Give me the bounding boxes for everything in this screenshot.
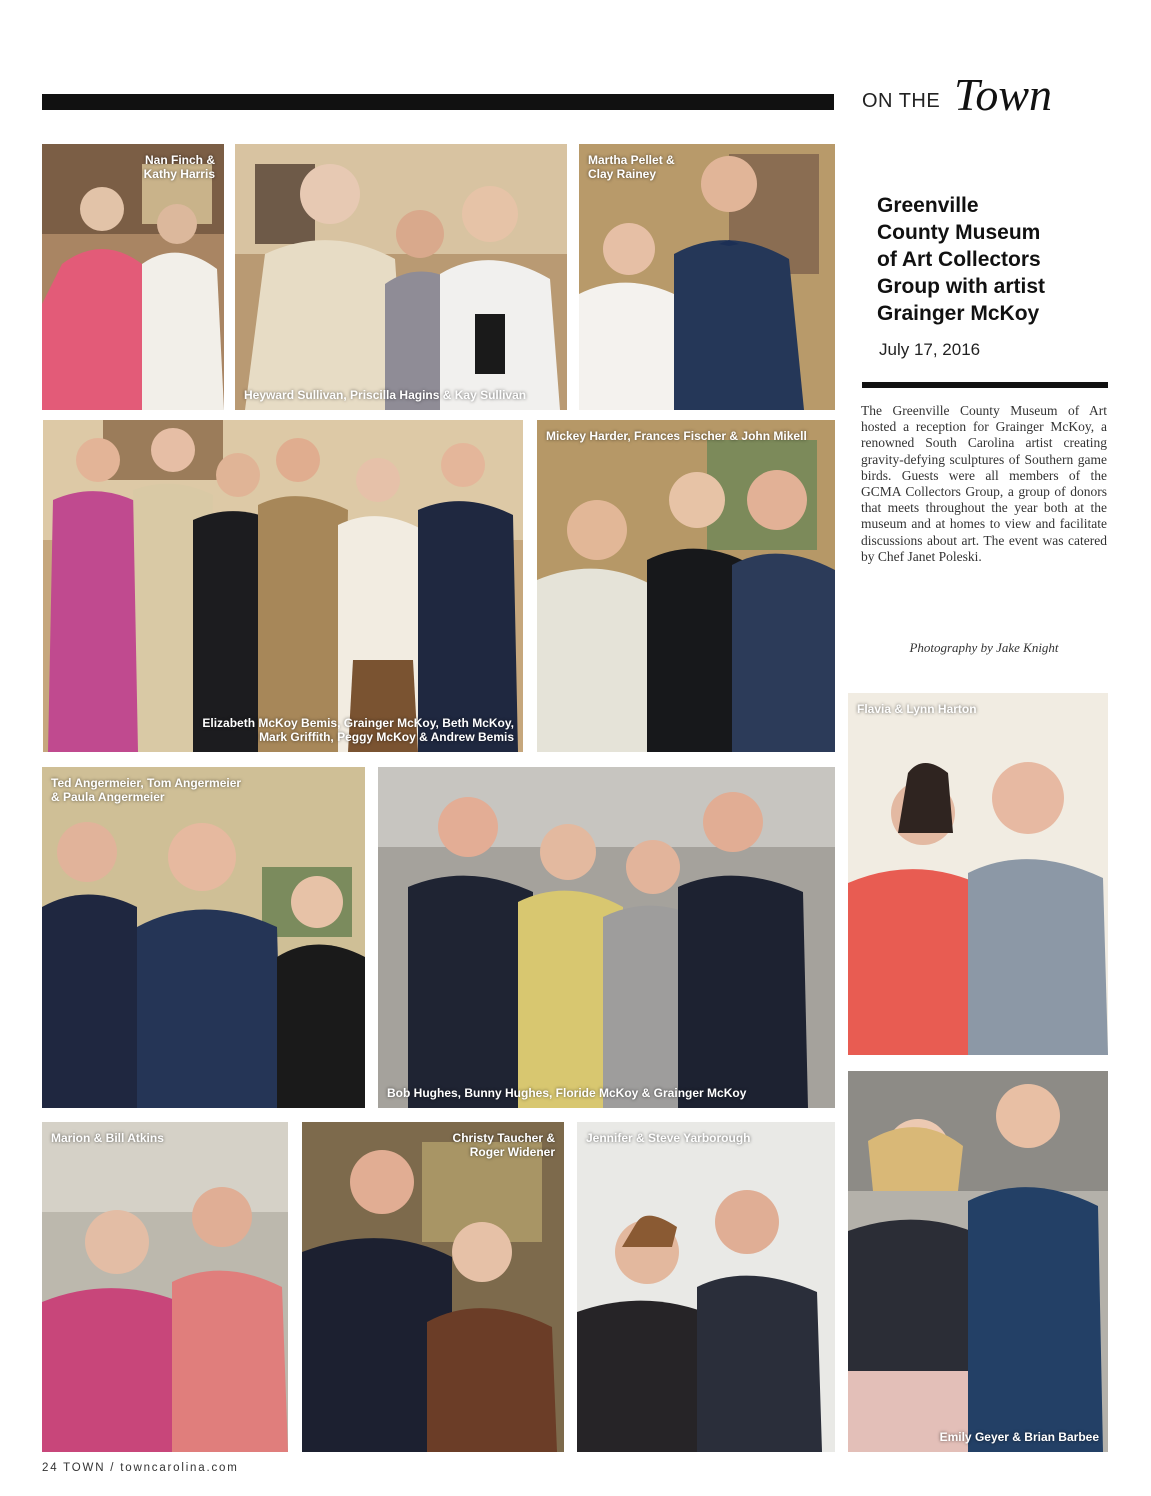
article-body: The Greenville County Museum of Art hosted a reception for Grainger McKoy, a renowned South Carolina artist creating gravity-defying sculptures of Southern game birds. Guests were all members of the GCMA Collectors Group, a group of donors that meets throughout the year both at the museum and at homes to view and facilitate discussions about art. The event was catered by Chef Janet Poleski. [861, 403, 1107, 564]
photo-caption: Nan Finch & Kathy Harris [143, 153, 215, 181]
photo-caption: Christy Taucher & Roger Widener [452, 1131, 555, 1159]
photo-caption: Elizabeth McKoy Bemis, Grainger McKoy, Beth McKoy, Mark Griffith, Peggy McKoy & Andrew Bemis [202, 716, 514, 744]
photo-image [579, 144, 835, 410]
article-date: July 17, 2016 [879, 340, 981, 359]
photo-image [537, 420, 835, 752]
photo-image [235, 144, 567, 410]
photo-caption: Flavia & Lynn Harton [857, 702, 977, 716]
photo-caption: Ted Angermeier, Tom Angermeier & Paula Angermeier [51, 776, 242, 804]
article-title: Greenville County Museum of Art Collectors Group with artist Grainger McKoy [877, 194, 1045, 325]
photo-image [378, 767, 835, 1108]
page-folio: 24 TOWN / towncarolina.com [42, 1462, 239, 1474]
event-photo [848, 1071, 1108, 1452]
section-header-prefix: ON THE [862, 90, 941, 112]
photo-image [43, 420, 523, 752]
photo-image [302, 1122, 564, 1452]
event-photo [42, 144, 224, 410]
event-photo [378, 767, 835, 1108]
article-divider [862, 382, 1108, 388]
photo-credit: Photography by Jake Knight [909, 640, 1059, 655]
event-photo [537, 420, 835, 752]
photo-image [42, 1122, 288, 1452]
photo-caption: Martha Pellet & Clay Rainey [588, 153, 675, 181]
photo-caption: Bob Hughes, Bunny Hughes, Floride McKoy & Grainger McKoy [387, 1086, 747, 1100]
photo-image [42, 767, 365, 1108]
event-photo [848, 693, 1108, 1055]
event-photo [42, 767, 365, 1108]
photo-image [42, 144, 224, 410]
photo-image [848, 693, 1108, 1055]
photo-caption: Mickey Harder, Frances Fischer & John Mikell [546, 429, 807, 443]
photo-caption: Heyward Sullivan, Priscilla Hagins & Kay Sullivan [244, 388, 527, 402]
photo-caption: Emily Geyer & Brian Barbee [939, 1430, 1099, 1444]
header-rule [42, 94, 834, 110]
event-photo [43, 420, 523, 752]
event-photo [235, 144, 567, 410]
photo-image [577, 1122, 835, 1452]
event-photo [302, 1122, 564, 1452]
photo-caption: Marion & Bill Atkins [51, 1131, 164, 1145]
event-photo [42, 1122, 288, 1452]
event-photo [579, 144, 835, 410]
section-header [862, 70, 1102, 120]
photo-caption: Jennifer & Steve Yarborough [586, 1131, 751, 1145]
photo-image [848, 1071, 1108, 1452]
section-header-town: Town [954, 69, 1053, 120]
event-photo [577, 1122, 835, 1452]
